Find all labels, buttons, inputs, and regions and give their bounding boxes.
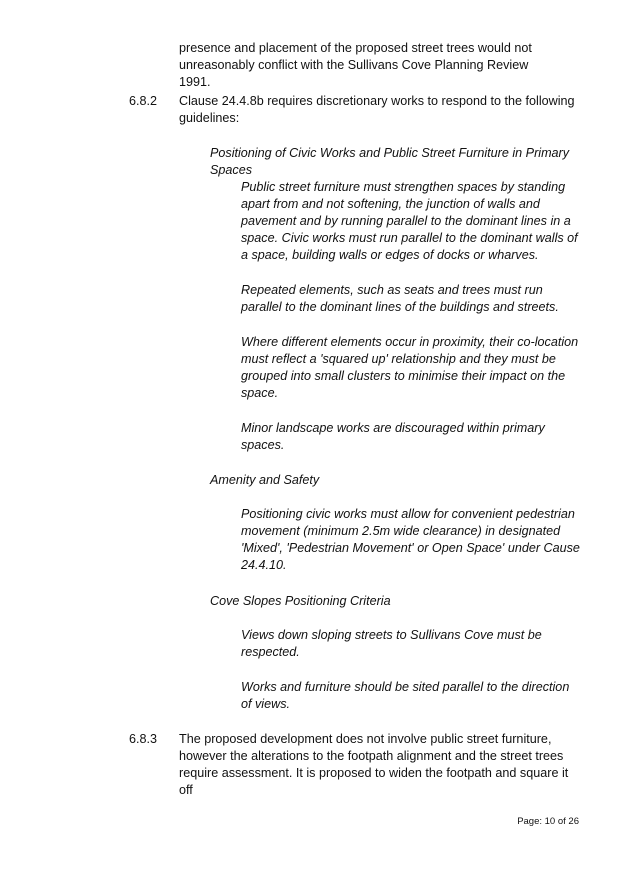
guideline-heading-amenity-safety: Amenity and Safety (210, 473, 320, 487)
guideline-heading-primary-spaces: Positioning of Civic Works and Public Street Furniture in Primary Spaces (210, 146, 570, 177)
section-number-6-8-3: 6.8.3 (129, 732, 158, 746)
guideline-paragraph: Minor landscape works are discouraged within primary spaces. (241, 421, 545, 452)
guideline-paragraph: Positioning civic works must allow for convenient pedestrian movement (minimum 2.5m wide clearance) in designated 'Mixed', 'Pedestrian Movement' or Open Space' under Cause 24.4.10. (241, 507, 580, 572)
section-6-8-3-text: The proposed development does not involve public street furniture, however the alterations to the footpath alignment and the street trees require assessment. It is proposed to widen the footpath and square it off (179, 732, 569, 797)
guideline-paragraph: Views down sloping streets to Sullivans Cove must be respected. (241, 628, 542, 659)
guideline-paragraph: Where different elements occur in proximity, their co-location must reflect a 'squared up' relationship and they must be grouped into small clusters to minimise their impact on the space. (241, 335, 579, 400)
guideline-paragraph: Public street furniture must strengthen spaces by standing apart from and not softening, the junction of walls and pavement and by running parallel to the dominant lines in a space. Civic works must run parallel to the dominant walls of a space, building walls or edges of docks or wharves. (241, 180, 578, 262)
section-6-8-2-text: Clause 24.4.8b requires discretionary works to respond to the following guidelines: (179, 94, 575, 125)
page-number: Page: 10 of 26 (517, 816, 579, 827)
intro-paragraph: presence and placement of the proposed street trees would not unreasonably conflict with the Sullivans Cove Planning Review 1991. (179, 41, 532, 89)
guideline-paragraph: Works and furniture should be sited parallel to the direction of views. (241, 680, 570, 711)
section-number-6-8-2: 6.8.2 (129, 94, 158, 108)
guideline-heading-cove-slopes: Cove Slopes Positioning Criteria (210, 594, 391, 608)
guideline-paragraph: Repeated elements, such as seats and trees must run parallel to the dominant lines of the buildings and streets. (241, 283, 559, 314)
